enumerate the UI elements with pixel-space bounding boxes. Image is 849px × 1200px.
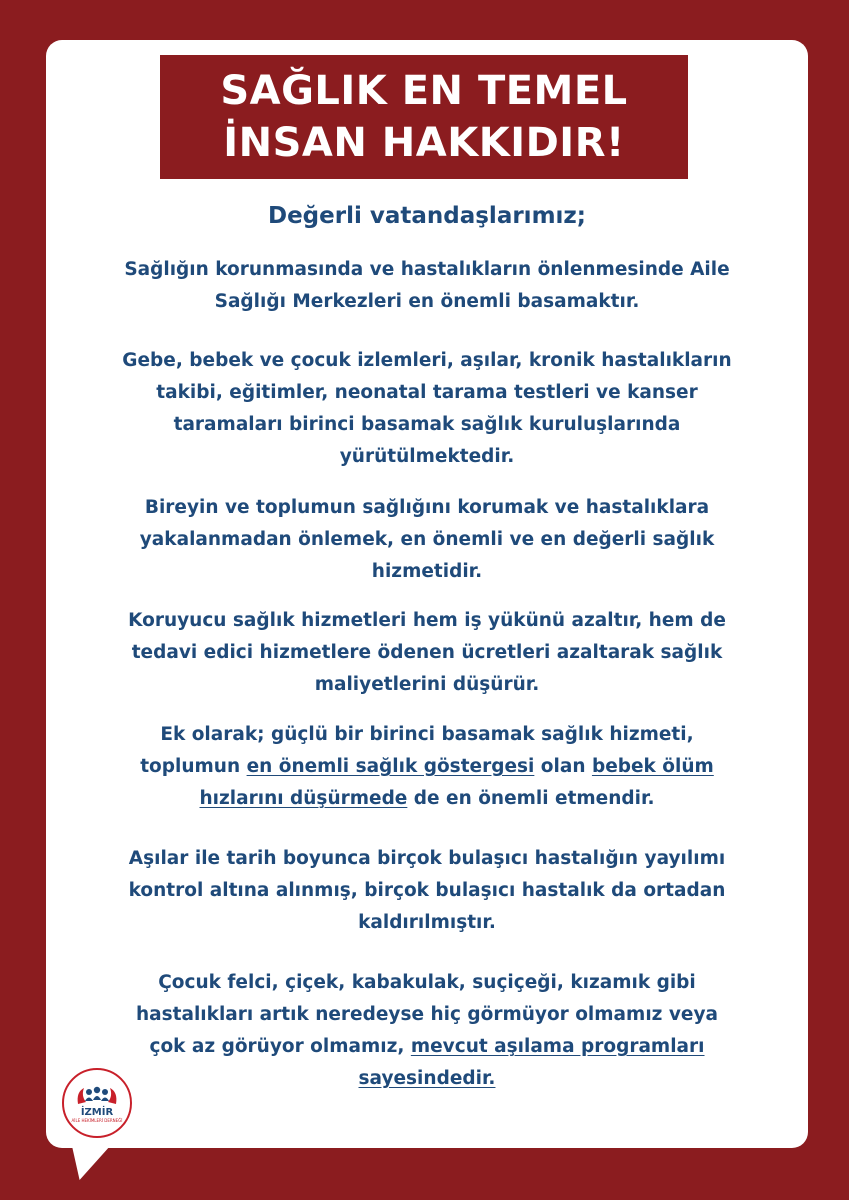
paragraph-line: Aşılar ile tarih boyunca birçok bulaşıcı hastalığın yayılımı: [128, 848, 726, 869]
paragraph-line: takibi, eğitimler, neonatal tarama testleri ve kanser: [156, 382, 698, 403]
text-run: çok az görüyor olmamız,: [149, 1036, 411, 1057]
paragraph-line: Sağlığın korunmasında ve hastalıkların önlenmesinde Aile: [124, 259, 730, 280]
logo-name: İZMİR: [80, 1106, 114, 1118]
people-hands-icon: [74, 1084, 120, 1106]
paragraph-line: [70, 1063, 784, 1095]
text-run: toplumun: [140, 756, 247, 777]
paragraph-line: Çocuk felci, çiçek, kabakulak, suçiçeği, kızamık gibi: [158, 972, 696, 993]
paragraph-line: Gebe, bebek ve çocuk izlemleri, aşılar, kronik hastalıkların: [122, 350, 732, 371]
paragraph-line: Sağlığı Merkezleri en önemli basamaktır.: [214, 291, 640, 312]
paragraph-line: yakalanmadan önlemek, en önemli ve en değerli sağlık: [139, 529, 715, 550]
paragraph-line: [70, 783, 784, 815]
paragraph-line: taramaları birinci basamak sağlık kuruluşlarında: [173, 414, 681, 435]
paragraph-line: [70, 1031, 784, 1063]
text-run: de en önemli etmendir.: [407, 788, 655, 809]
paragraph-2: [70, 345, 784, 473]
paragraph-line: tedavi edici hizmetlere ödenen ücretleri azaltarak sağlık: [131, 642, 723, 663]
paragraph-line: [70, 751, 784, 783]
paragraph-line: kaldırılmıştır.: [358, 912, 496, 933]
paragraph-3: [70, 492, 784, 588]
paragraph-line: maliyetlerini düşürür.: [314, 674, 540, 695]
emphasis-underlined: mevcut aşılama programları: [410, 1036, 705, 1057]
paragraph-line: yürütülmektedir.: [339, 446, 515, 467]
emphasis-underlined: bebek ölüm: [591, 756, 714, 777]
title-line-1: SAĞLIK EN TEMEL: [220, 68, 628, 114]
paragraph-line: kontrol altına alınmış, birçok bulaşıcı hastalık da ortadan: [128, 880, 726, 901]
paragraph-1: [70, 254, 784, 318]
paragraph-line: Bireyin ve toplumun sağlığını korumak ve hastalıklara: [144, 497, 710, 518]
paragraph-4: [70, 605, 784, 701]
paragraph-line: Ek olarak; güçlü bir birinci basamak sağlık hizmeti,: [160, 724, 694, 745]
paragraph-5: [70, 719, 784, 815]
paragraph-6: [70, 843, 784, 939]
logo-subtitle: AİLE HEKİMLERİ DERNEĞİ: [71, 1117, 123, 1123]
paragraph-line: hastalıkları artık neredeyse hiç görmüyor olmamız veya: [135, 1004, 719, 1025]
title-banner: [160, 55, 688, 179]
association-logo: [62, 1068, 132, 1138]
emphasis-underlined: en önemli sağlık göstergesi: [246, 756, 535, 777]
paragraph-line: Koruyucu sağlık hizmetleri hem iş yükünü azaltır, hem de: [128, 610, 726, 631]
paragraph-line: hizmetidir.: [371, 561, 483, 582]
greeting-heading: Değerli vatandaşlarımız;: [267, 203, 586, 229]
text-run: olan: [534, 756, 592, 777]
title-line-2: İNSAN HAKKIDIR!: [223, 120, 625, 166]
emphasis-underlined: sayesindedir.: [358, 1068, 496, 1089]
emphasis-underlined: hızlarını düşürmede: [199, 788, 408, 809]
paragraph-7: [70, 967, 784, 1095]
